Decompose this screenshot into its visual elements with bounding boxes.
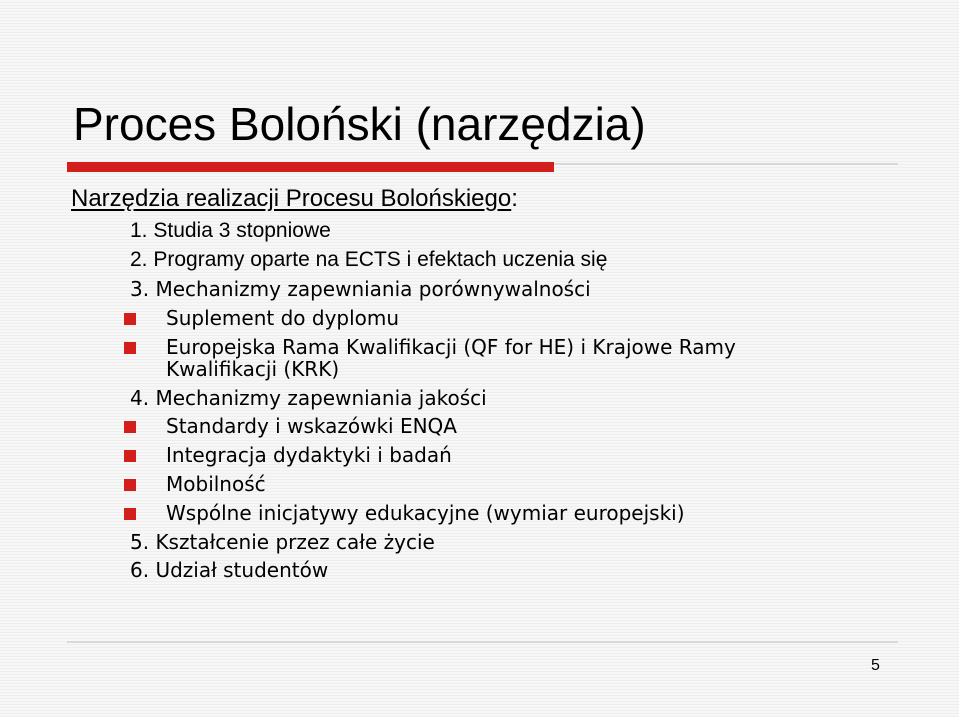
list-item-3: 3. Mechanizmy zapewniania porównywalności [130,277,591,301]
page-number: 5 [871,657,880,674]
bullet-item-integracja: Integracja dydaktyki i badań [166,443,452,467]
title-divider [554,163,898,165]
bullet-item-inicjatywy: Wspólne inicjatywy edukacyjne (wymiar europejski) [166,501,685,525]
list-item-4: 4. Mechanizmy zapewniania jakości [130,386,487,410]
square-bullet-icon [124,508,136,520]
bullet-item-ramy-continued: Kwalifikacji (KRK) [166,357,340,381]
subtitle-link[interactable]: Narzędzia realizacji Procesu Bolońskiego [71,185,512,212]
list-item-1: 1. Studia 3 stopniowe [130,219,331,242]
slide-title: Proces Boloński (narzędzia) [73,98,646,150]
footer-divider [67,641,898,643]
slide-subtitle [71,184,518,214]
list-item-6: 6. Udział studentów [130,558,329,582]
square-bullet-icon [124,479,136,491]
bullet-item-mobilnosc: Mobilność [166,472,266,496]
square-bullet-icon [124,313,136,325]
square-bullet-icon [124,421,136,433]
list-item-2: 2. Programy oparte na ECTS i efektach uczenia się [130,248,608,271]
list-item-5: 5. Kształcenie przez całe życie [130,530,435,554]
title-accent-bar [67,162,554,172]
square-bullet-icon [124,450,136,462]
bullet-item-ramy: Europejska Rama Kwalifikacji (QF for HE) i Krajowe Ramy [166,335,736,359]
bullet-item-enqa: Standardy i wskazówki ENQA [166,414,457,438]
subtitle-colon: : [511,185,518,212]
square-bullet-icon [124,342,136,354]
bullet-item-suplement: Suplement do dyplomu [166,306,400,330]
